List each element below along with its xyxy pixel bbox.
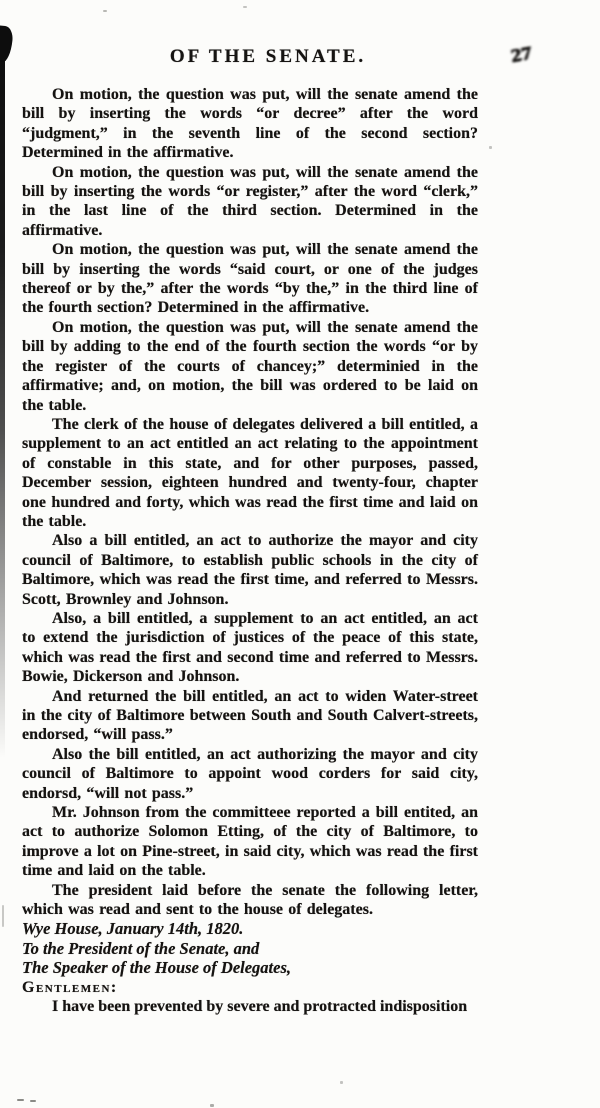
letter-block [22, 919, 478, 1016]
paragraph-clerk-delivered-bill: The clerk of the house of delegates delivered a bill entitled, a supplement to an act entitled an act relating to the appointment of constable in this state, and for other purposes, passed, December session, eighteen hundred and twenty-four, chapter one hundred and forty, which was read the first time and laid on the table. [22, 415, 478, 530]
letter-addressee-line-2: The Speaker of the House of Delegates, [22, 958, 292, 978]
paragraph-motion-register: On motion, the question was put, will the senate amend the bill by inserting the words “or register,” after the word “clerk,” in the last line of the third section. Determined in the affirmative. [22, 163, 478, 239]
scan-speck [340, 1081, 343, 1084]
paragraph-justices-peace-bill: Also, a bill entitled, a supplement to an act entitled, an act to extend the jurisdiction of justices of the peace of this state, which was read the first and second time and referred to Messrs. Bowie, Dickerson and Johnson. [22, 609, 478, 686]
scan-speck [17, 1099, 24, 1101]
scan-speck [243, 6, 247, 8]
page-title: OF THE SENATE. [169, 46, 367, 67]
scan-speck [2, 905, 4, 927]
binding-shadow [0, 28, 5, 758]
scan-speck [489, 146, 492, 149]
scan-speck [210, 1104, 214, 1107]
scan-speck [103, 10, 107, 12]
letter-salutation: Gentlemen: [22, 978, 118, 996]
paragraph-water-street-bill: And returned the bill entitled, an act to widen Water-street in the city of Baltimore between South and South Calvert-streets, endorsed, “will pass.” [22, 687, 478, 744]
paragraph-motion-decree: On motion, the question was put, will the senate amend the bill by inserting the words “or decree” after the word “judgment,” in the seventh line of the second section? Determined in the affirmative. [22, 86, 478, 162]
letter-dateline: Wye House, January 14th, 1820. [22, 919, 244, 939]
page-body [22, 85, 478, 1017]
paragraph-president-letter: The president laid before the senate the following letter, which was read and sent to the house of delegates. [22, 881, 478, 919]
paragraph-public-schools-bill: Also a bill entitled, an act to authorize the mayor and city council of Baltimore, to establish public schools in the city of Baltimore, which was read the first time, and referred to Messrs. Scott, Brownley and Johnson. [22, 532, 478, 608]
paragraph-wood-corders-bill: Also the bill entitled, an act authorizing the mayor and city council of Baltimore to appoint wood corders for said city, endorsd, “will not pass.” [22, 745, 478, 802]
letter-addressee-line-1: To the President of the Senate, and [22, 938, 260, 958]
paragraph-solomon-etting-bill: Mr. Johnson from the committeee reported a bill entited, an act to authorize Solomon Etting, of the city of Baltimore, to improve a lot on Pine-street, in said city, which was read the first time and laid on the table. [22, 804, 478, 880]
scan-speck [30, 1100, 36, 1102]
letter-opening-line: I have been prevented by severe and protracted indisposition [52, 998, 468, 1016]
page-number: 27 [508, 42, 533, 66]
paragraph-motion-chancery: On motion, the question was put, will the senate amend the bill by adding to the end of the fourth section the words “or by the register of the courts of chancey;” determinied in the affirmative; and, on motion, the bill was ordered to be laid on the table. [22, 318, 478, 414]
paragraph-motion-said-court: On motion, the question was put, will the senate amend the bill by inserting the words “said court, or one of the judges thereof or by the,” after the words “by the,” in the third line of the fourth section? Determined in the affirmative. [22, 241, 478, 317]
running-header [0, 42, 600, 72]
